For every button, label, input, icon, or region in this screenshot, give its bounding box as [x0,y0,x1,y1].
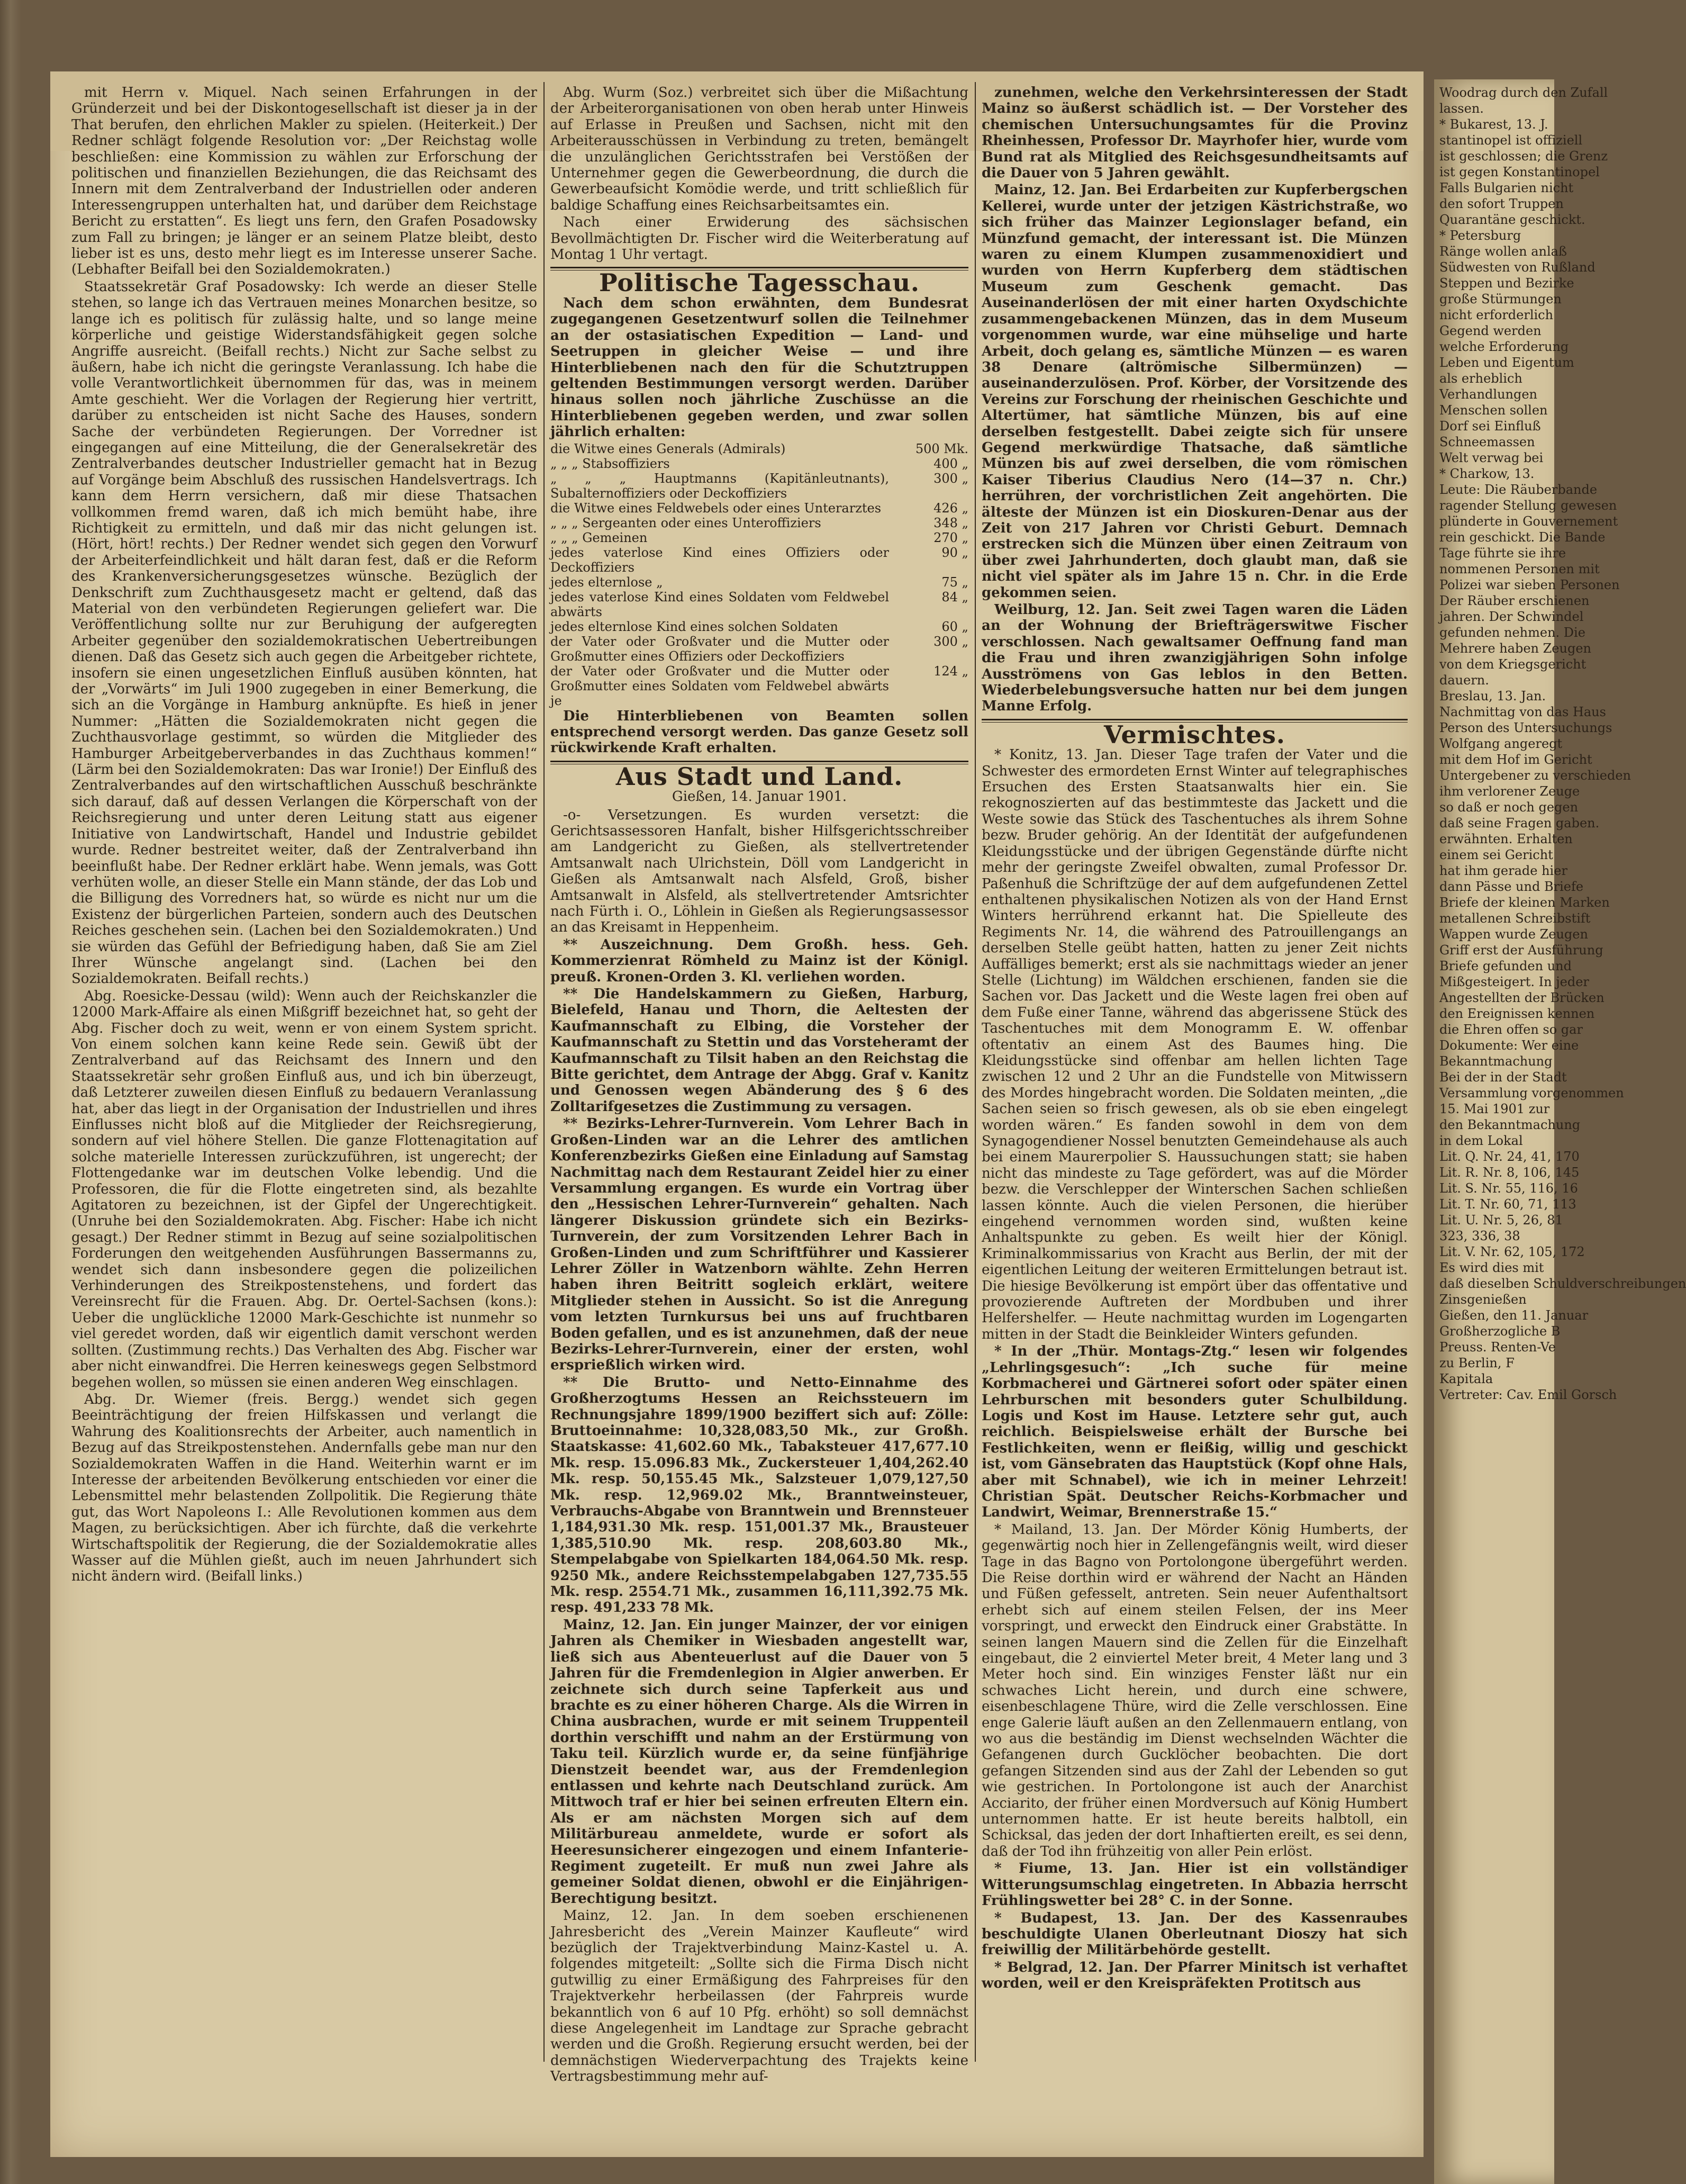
col4-line: Falls Bulgarien nicht [1439,181,1574,195]
col4-line: Großherzogliche B [1439,1324,1561,1339]
col4-line: 323, 336, 38 [1439,1229,1520,1243]
list-item: „ „ „ Gemeinen 270 „ [550,530,968,545]
col4-line: große Stürmungen [1439,292,1562,306]
list-item: „ „ „ Hauptmanns (Kapitänleutnants), Subalternoffiziers oder Deckoffiziers 300 „ [550,471,968,501]
col4-line: ihm verlorener Zeuge [1439,784,1580,799]
list-item: jedes vaterlose Kind eines Offiziers oder Deckoffiziers 90 „ [550,545,968,575]
list-item: jedes elternlose „ 75 „ [550,574,968,590]
col4-line: Lit. V. Nr. 62, 105, 172 [1439,1244,1585,1259]
col4-line: ragender Stellung gewesen [1439,498,1617,513]
col4-line: Mißgesteigert. In jeder [1439,974,1589,989]
vermischtes-paragraph: * Belgrad, 12. Jan. Der Pfarrer Minitsch ist verhaftet worden, weil er den Kreispräfekten Protitsch aus [982,1959,1408,1992]
col4-line: Dorf sei Einfluß [1439,419,1541,434]
col4-line: Dokumente: Wer eine [1439,1038,1579,1053]
col4-line: * Petersburg [1439,228,1521,243]
vertagt-paragraph: Nach einer Erwiderung des sächsischen Bevollmächtigten Dr. Fischer wird die Weiterberatung auf Montag 1 Uhr vertagt. [550,214,968,263]
col4-line: als erheblich [1439,371,1522,386]
vermischtes-paragraph: * Mailand, 13. Jan. Der Mörder König Humberts, der gegenwärtig noch hier in Zellengefängnis weilt, wird dieser Tage in das Bagno von Portolongone übergeführt werden. Die Reise dorthin wird er während der Nacht an Händen und Füßen gefesselt, antreten. Sein neuer Aufenthaltsort erhebt sich auf einem steilen Felsen, der ins Meer vorspringt, und erweckt den Eindruck einer Grabstätte. In seinen langen Mauern sind die Zellen für die Einzelhaft eingebaut, die 2 einviertel Meter breit, 4 Meter lang und 3 Meter hoch sind. Ein winziges Fenster läßt nur ein schwaches Licht herein, und durch eine schwere, eisenbeschlagene Thüre, wird die Zelle verschlossen. Eine enge Galerie läuft außen an den Zellenmauern entlang, von wo aus die beständig im Dienst wechselnden Wächter die Gefangenen durch Gucklöcher beobachten. Die dort gefangen Sitzenden sind aus der Zahl der Lebenden so gut wie gestrichen. In Portolongone ist auch der Anarchist Acciarito, der früher einen Mordversuch auf König Humbert unternommen hatte. Er ist heute bereits halbtoll, ein Schicksal, das jeden der dort Inhaftierten ereilt, es sei denn, daß der Tod ihn frühzeitig von aller Pein erlöst. [982,1521,1408,1860]
stadt-paragraph: -o- Versetzungen. Es wurden versetzt: die Gerichtsassessoren Hanfalt, bisher Hilfsgerichtsschreiber am Landgericht zu Gießen, als stellvertretender Amtsanwalt nach Ulrichstein, Döll vom Landgericht in Gießen als Amtsanwalt nach Alsfeld, Groß, bisher Amtsanwalt in Alsfeld, als stellvertretender Amtsrichter nach Fürth i. O., Löhlein in Gießen als Regierungsassessor an das Kreisamt in Heppenheim. [550,807,968,936]
col4-line: Gießen, den 11. Januar [1439,1308,1589,1323]
col4-line: Gegend werden [1439,323,1542,338]
col4-line: Quarantäne geschickt. [1439,212,1585,227]
tagesschau-paragraph: Nach dem schon erwähnten, dem Bundesrat zugegangenen Gesetzentwurf sollen die Teilnehmer an der ostasiatischen Expedition — Land- und Seetruppen in gleicher Weise — und ihre Hinterbliebenen nach den für die Schutztruppen geltenden Bestimmungen versorgt werden. Darüber hinaus sollen noch jährliche Zuschüsse an die Hinterbliebenen gegeben werden, und zwar sollen jährlich erhalten: [550,295,968,440]
col4-line: Ränge wollen anlaß [1439,244,1567,259]
col4-line: Bei der in der Stadt [1439,1070,1567,1085]
vermischtes-paragraph: * Konitz, 13. Jan. Dieser Tage trafen der Vater und die Schwester des ermordeten Ernst Winter auf telegraphisches Ersuchen des Ersten Staatsanwalts hier ein. Sie rekognoszierten auf das bestimmteste das Jackett und die Weste sowie das Stück des Taschentuches als ihrem Sohne bezw. Bruder gehörig. An der Identität der aufgefundenen Kleidungsstücke und der übrigen Gegenstände dürfte nicht mehr der geringste Zweifel obwalten, zumal Professor Dr. Paßenhuß die Schriftzüge der auf dem aufgefundenen Zettel enthaltenen physikalischen Notizen als von der Hand Ernst Winters herrührend erkannt hat. Die Spielleute des Regiments Nr. 14, die während des Patrouillengangs an derselben Stelle geübt hatten, hatten zu jener Zeit nichts Auffälliges bemerkt; erst als sie nachmittags wieder an jener Stelle (Lichtung) im Wäldchen erschienen, fanden sie die Sachen vor. Das Jackett und die Weste lagen frei oben auf dem Fuße einer Tanne, während das abgerissene Stück des Taschentuches mit dem Monogramm E. W. offenbar oftentativ an einem Ast des Baumes hing. Die Kleidungsstücke sind offenbar am hellen lichten Tage zwischen 12 und 2 Uhr an die Fundstelle von Mitwissern des Mordes hingebracht worden. Die Soldaten meinten, „die Sachen seien so frisch gewesen, als ob sie eben eingelegt worden wären.“ Es fanden sowohl in dem von dem Synagogendiener Nossel benutzten Gemeindehause als auch bei einem Maurerpolier S. Haussuchungen statt; sie haben nicht das mindeste zu Tage gefördert, was auf die Mörder bezw. die Verschlepper der Winterschen Sachen schließen lassen könnte. Auch die vielen Personen, die hierüber eingehend vernommen worden sind, wußten keine Anhaltspunkte zu geben. Es weilt hier der Königl. Kriminalkommissarius von Kracht aus Berlin, der mit der eigentlichen Leitung der weiteren Ermittelungen betraut ist. Die hiesige Bevölkerung ist empört über das offentative und provozierende Auftreten der Mordbuben und ihrer Helfershelfer. — Heute nachmittag wurden im Logengarten mitten in der Stadt die Beinkleider Winters gefunden. [982,747,1408,1342]
col4-line: den Bekanntmachung [1439,1117,1581,1132]
column-1 [71,85,537,1586]
list-item: der Vater oder Großvater und die Mutter oder Großmutter eines Offiziers oder Deckoffiziers 300 „ [550,634,968,664]
list-item: „ „ „ Stabsoffiziers 400 „ [550,456,968,471]
col4-line: Briefe der kleinen Marken [1439,895,1610,910]
col4-line: Griff erst der Ausführung [1439,943,1603,958]
col4-line: plünderte in Gouvernement [1439,514,1618,529]
col4-line: den Ereignissen kennen [1439,1006,1595,1021]
col4-line: Lit. Q. Nr. 24, 41, 170 [1439,1149,1580,1164]
col4-line: daß seine Fragen gaben. [1439,816,1600,831]
col4-line: Lit. T. Nr. 60, 71, 113 [1439,1197,1576,1212]
vermischtes-paragraph: * In der „Thür. Montags-Ztg.“ lesen wir folgendes „Lehrlingsgesuch“: „Ich suche für meine Korbmacherei und Gärtnerei sofort oder später einen Lehrburschen mit besonders guter Schulbildung. Logis und Kost im Hause. Letztere sehr gut, auch reichlich. Beispielsweise erhält der Bursche bei Festlichkeiten, wenn er fleißig, willig und geschickt ist, vom Gänsebraten das Hauptstück (Kopf ohne Hals, aber mit Schnabel), wie ich in meiner Lehrzeit! Christian Spät. Deutscher Reichs-Korbmacher und Landwirt, Weimar, Brennerstraße 15.“ [982,1343,1408,1521]
col4-line: dauern. [1439,673,1489,688]
col4-line: Briefe gefunden und [1439,959,1572,973]
section-heading-vermischtes: Vermischtes. [1104,720,1285,749]
vermischtes-paragraph: * Fiume, 13. Jan. Hier ist ein vollständiger Witterungsumschlag eingetreten. In Abbazia herrscht Frühlingswetter bei 28° C. in der Sonne. [982,1861,1408,1909]
col4-line: einem sei Gericht [1439,847,1553,862]
col4-line: Tage führte sie ihre [1439,546,1566,561]
col4-line: Breslau, 13. Jan. [1439,689,1546,703]
col4-line: Zinsgenießen [1439,1292,1527,1307]
list-item: die Witwe eines Generals (Admirals) 500 Mk. [550,441,968,456]
col4-line: Mehrere haben Zeugen [1439,641,1591,656]
col4-line: so daß er noch gegen [1439,800,1579,815]
col4-line: Polizei war sieben Personen [1439,577,1620,592]
col4-line: rein geschickt. Die Bande [1439,530,1606,545]
col4-line: Woodrag durch den Zufall [1439,85,1608,100]
tagesschau-paragraph-2: Die Hinterbliebenen von Beamten sollen entsprechend versorgt werden. Das ganze Gesetz soll rückwirkende Kraft erhalten. [550,708,968,756]
col4-line: Lit. U. Nr. 5, 26, 81 [1439,1213,1563,1228]
col4-line: nommenen Personen mit [1439,562,1600,576]
stadt-paragraph: Mainz, 12. Jan. Ein junger Mainzer, der vor einigen Jahren als Chemiker in Wiesbaden angestellt war, ließ sich aus Abenteuerlust auf die Dauer von 5 Jahren für die Fremdenlegion in Algier anwerben. Er zeichnete sich durch seine Tapferkeit aus und brachte es zu einer höheren Charge. Als die Wirren in China ausbrachen, wurde er mit seinem Truppenteil dorthin verschifft und nahm an der Erstürmung von Taku teil. Kürzlich wurde er, da seine fünfjährige Dienstzeit beendet war, aus der Fremdenlegion entlassen und kehrte nach Deutschland zurück. Am Mittwoch traf er hier bei seinen erfreuten Eltern ein. Als er am nächsten Morgen sich auf dem Militärbureau anmeldete, wurde er sofort als Heeresunsicherer eingezogen und einem Infanterie-Regiment zugeteilt. Er muß nun zwei Jahre als gemeiner Soldat dienen, obwohl er die Einjährigen-Berechtigung besitzt. [550,1617,968,1907]
list-item: jedes elternlose Kind eines solchen Soldaten 60 „ [550,619,968,634]
col4-line: die Ehren offen so gar [1439,1022,1583,1037]
col4-line: Lit. R. Nr. 8, 106, 145 [1439,1165,1580,1180]
col4-line: Menschen sollen [1439,403,1548,418]
col4-line: metallenen Schreibstift [1439,911,1591,926]
col1-paragraph: Staatssekretär Graf Posadowsky: Ich werde an dieser Stelle stehen, so lange ich das Vertrauen meines Monarchen besitze, so lange ich es politisch für zulässig halte, und so lange meine körperliche und geistige Widerstandsfähigkeit gegen solche Angriffe ausreicht. (Beifall rechts.) Nicht zur Sache selbst zu äußern, habe ich nicht die geringste Veranlassung. Ich habe die volle Verantwortlichkeit übernommen für das, was in meinem Amte geschieht. Wer die Vorlagen der Regierung hier vertritt, darüber zu entscheiden ist nicht Sache des Hauses, sondern Sache der verbündeten Regierungen. Der Vorredner ist eingegangen auf eine Mitteilung, die der Generalsekretär des Zentralverbandes deutscher Industrieller gemacht hat in Bezug auf Vorgänge beim Abschluß des russischen Handelsvertrags. Ich kann dem Herrn versichern, daß mir diese Thatsachen vollkommen fremd waren, daß ich mich bemüht habe, ihre Richtigkeit zu ermitteln, und daß mir das nicht gelungen ist. (Hört, hört! rechts.) Der Redner wendet sich gegen den Vorwurf der Arbeiterfeindlichkeit und hält daran fest, daß er die Reform des Krankenversicherungsgesetzes wünsche. Bezüglich der Denkschrift zum Zuchthausgesetz macht er geltend, daß das Material von den verbündeten Regierungen geliefert war. Die Veröffentlichung sollte nur zur Beruhigung der aufgeregten Arbeiter gegenüber den sozialdemokratischen Uebertreibungen dienen. Daß das Gesetz sich auch gegen die Arbeitgeber richtete, insofern sie einen ungesetzlichen Einfluß ausüben könnten, hat der „Vorwärts“ im Juli 1900 zugegeben in einer Bemerkung, die sich an die Vorgänge in Hamburg anknüpfte. Es hieß in jener Nummer: „Hätten die Sozialdemokraten nicht gegen die Zuchthausvorlage gestimmt, so würden die Mitglieder des Hamburger Arbeitgeberverbandes in das Zuchthaus kommen!“ (Lärm bei den Sozialdemokraten: Das war Ironie!) Der Einfluß des Zentralverbandes auf den wirtschaftlichen Ausschuß beschränkte sich darauf, daß auf dessen Verlangen die Körperschaft von der Reichsregierung und unter deren Leitung statt aus eigener Initiative von Landwirtschaft, Handel und Industrie gebildet wurde. Redner bestreitet weiter, daß der Zentralverband ihn beeinflußt habe. Der Redner erklärt habe. Wenn jemals, was Gott verhüten wolle, an dieser Stelle ein Mann stände, der das Lob und die Billigung des Vorredners hat, so würde es nicht nur um die Existenz der bürgerlichen Parteien, sondern auch des Deutschen Reiches geschehen sein. (Lachen bei den Sozialdemokraten.) Und sie würden das Gefühl der Befriedigung haben, daß Sie am Ziel Ihrer Wünsche angelangt sind. (Lachen bei den Sozialdemokraten. Beifall rechts.) [71,278,537,987]
col4-line: Person des Untersuchungs [1439,720,1612,735]
col4-line: Bekanntmachung [1439,1054,1553,1069]
col4-line: Vertreter: Cav. Emil Gorsch [1439,1387,1617,1402]
stadt-paragraph: Mainz, 12. Jan. In dem soeben erschienenen Jahresbericht des „Verein Mainzer Kaufleute“ wird bezüglich der Trajektverbindung Mainz-Kastel u. A. folgendes mitgeteilt: „Sollte sich die Firma Disch nicht gutwillig zu einer Ermäßigung des Fahrpreises für den Trajektverkehr herbeilassen (der Fahrpreis wurde bekanntlich von 6 auf 10 Pfg. erhöht) so soll demnächst diese Angelegenheit im Landtage zur Sprache gebracht werden und die Großh. Regierung ersucht werden, bei der demnächstigen Wiederverpachtung des Trajekts keine Vertragsbestimmung mehr auf- [550,1908,968,2085]
col3-paragraph: zunehmen, welche den Verkehrsinteressen der Stadt Mainz so äußerst schädlich ist. — Der Vorsteher des chemischen Untersuchungsamtes für die Provinz Rheinhessen, Professor Dr. Mayrhofer hier, wurde vom Bund rat als Mitglied des Reichsgesundheitsamts auf die Dauer von 5 Jahren gewählt. [982,85,1408,182]
col4-line: Steppen und Bezirke [1439,276,1574,291]
col4-line: gefunden nehmen. Die [1439,625,1585,640]
col3-paragraph: Mainz, 12. Jan. Bei Erdarbeiten zur Kupferbergschen Kellerei, wurde unter der jetzigen Kästrichstraße, wo sich früher das Mainzer Legionslager befand, ein Münzfund gemacht, der interessant ist. Die Münzen waren zu einem Klumpen zusammenoxidiert und wurden von Herrn Kupferberg dem städtischen Museum zum Geschenk gemacht. Das Auseinanderlösen der mit einer harten Oxydschichte zusammengebackenen Münzen, das in dem Museum vorgenommen wurde, war eine mühselige und harte Arbeit, doch gelang es, sämtliche Münzen — es waren 38 Denare (altrömische Silbermünzen) — auseinanderzulösen. Prof. Körber, der Vorsitzende des Vereins zur Forschung der rheinischen Geschichte und Altertümer, hat sämtliche Münzen, bis auf eine derselben festgestellt. Dabei zeigte sich für unsere Gegend merkwürdige Thatsache, daß sämtliche Münzen bis auf zwei derselben, die vom römischen Kaiser Tiberius Claudius Nero (14—37 n. Chr.) herrühren, der vorchristlichen Zeit angehörten. Die älteste der Münzen ist ein Dioskuren-Denar aus der Zeit von 217 Jahren vor Christi Geburt. Demnach erstrecken sich die Münzen über einen Zeitraum von über zwei Jahrhunderten, doch glaubt man, daß sie nicht viel später als im Jahre 15 n. Chr. in die Erde gekommen seien. [982,182,1408,601]
list-item: der Vater oder Großvater und die Mutter oder Großmutter eines Soldaten vom Feldwebel abwärts je 124 „ [550,663,968,708]
col4-line: Der Räuber erschienen [1439,593,1590,608]
stadt-paragraph: ** Bezirks-Lehrer-Turnverein. Vom Lehrer Bach in Großen-Linden war an die Lehrer des amtlichen Konferenzbezirks Gießen eine Einladung auf Samstag Nachmittag nach dem Restaurant Zeidel hier zu einer Versammlung ergangen. Es wurde ein Vortrag über den „Hessischen Lehrer-Turnverein“ gehalten. Nach längerer Diskussion gründete sich ein Bezirks-Turnverein, der zum Vorsitzenden Lehrer Bach in Großen-Linden und zum Schriftführer und Kassierer Lehrer Zöller in Watzenborn wählte. Zehn Herren haben ihren Beitritt sogleich erklärt, weitere Mitglieder stehen in Aussicht. So ist die Anregung vom letzten Turnkursus bei uns auf fruchtbaren Boden gefallen, und es ist anzunehmen, daß der neue Bezirks-Lehrer-Turnverein, einer der ersten, wohl ersprießlich wirken wird. [550,1116,968,1374]
col4-line: Wolfgang angeregt [1439,736,1563,751]
col4-line: von dem Kriegsgericht [1439,657,1587,672]
column-rule-1 [543,82,545,2062]
col4-line: Preuss. Renten-Ve [1439,1340,1556,1355]
col4-line: Untergebener zu verschieden [1439,768,1631,783]
vermischtes-paragraph: * Budapest, 13. Jan. Der des Kassenraubes beschuldigte Ulanen Oberleutnant Dioszy hat sich freiwillig der Militärbehörde gestellt. [982,1910,1408,1959]
section-heading-stadt-und-land: Aus Stadt und Land. [615,762,903,791]
list-item: jedes vaterlose Kind eines Soldaten vom Feldwebel abwärts 84 „ [550,589,968,619]
col4-line: lassen. [1439,101,1484,116]
col4-line: stantinopel ist offiziell [1439,133,1583,148]
col4-line: ist gegen Konstantinopel [1439,165,1600,179]
col4-line: Wappen wurde Zeugen [1439,927,1588,942]
col4-line: Leben und Eigentum [1439,355,1574,370]
col4-line: * Bukarest, 13. J. [1439,117,1548,132]
column-3 [982,85,1408,1993]
list-item: die Witwe eines Feldwebels oder eines Unterarztes 426 „ [550,500,968,516]
col4-line: ist geschlossen; die Grenz [1439,149,1608,164]
col4-line: Verhandlungen [1439,387,1538,402]
col4-line: dann Pässe und Briefe [1439,879,1584,894]
stadt-paragraph: ** Die Brutto- und Netto-Einnahme des Großherzogtums Hessen an Reichssteuern im Rechnungsjahre 1899/1900 beziffert sich auf: Zölle: Bruttoeinnahme: 10,328,083,50 Mk., zur Großh. Staatskasse: 41,602.60 Mk., Tabaksteuer 417,677.10 Mk. resp. 15.096.83 Mk., Zuckersteuer 1,404,262.40 Mk. resp. 50,155.45 Mk., Salzsteuer 1,079,127,50 Mk. resp. 12,969.02 Mk., Branntweinsteuer, Verbrauchs-Abgabe von Branntwein und Brennsteuer 1,184,931.30 Mk. resp. 151,001.37 Mk., Brausteuer 1,385,510.90 Mk. resp. 208,603.80 Mk., Stempelabgabe von Spielkarten 184,064.50 Mk. resp. 9250 Mk., andere Reichsstempelabgaben 127,735.55 Mk. resp. 2554.71 Mk., zusammen 16,111,392.75 Mk. resp. 491,233 78 Mk. [550,1374,968,1616]
col4-line: Welt verwag bei [1439,450,1544,465]
col4-line: zu Berlin, F [1439,1356,1515,1370]
col4-line: Leute: Die Räuberbande [1439,482,1598,497]
col1-paragraph: Abg. Dr. Wiemer (freis. Bergg.) wendet sich gegen Beeinträchtigung der freien Hilfskassen und verlangt die Wahrung des Koalitionsrechts der Arbeiter, auch namentlich in Bezug auf das Streikpostenstehen. Andernfalls gebe man nur den Sozialdemokraten Waffen in die Hand. Weiterhin warnt er im Interesse der arbeitenden Bevölkerung entschieden vor einer die Lebensmittel mehr belastenden Zollpolitik. Die Regierung thäte gut, das Wort Napoleons I.: Alle Revolutionen kommen aus dem Magen, zu berücksichtigen. Aber ich fürchte, daß die verkehrte Wirtschaftspolitik der Regierung, die der Sozialdemokratie alles Wasser auf die Mühlen gießt, auch im neuen Jahrhundert sich nicht ändern wird. (Beifall links.) [71,1391,537,1585]
col4-line: welche Erforderung [1439,339,1569,354]
column-rule-2 [975,82,976,2062]
stadt-paragraph: ** Die Handelskammern zu Gießen, Harburg, Bielefeld, Hanau und Thorn, die Aeltesten der Kaufmannschaft zu Elbing, die Vorsteher der Kaufmannschaft zu Stettin und das Vorsteheramt der Kaufmannschaft zu Tilsit haben an den Reichstag die Bitte gerichtet, dem Antrage der Abgg. Graf v. Kanitz und Genossen wegen Abänderung des § 6 des Zolltarifgesetzes die Zustimmung zu versagen. [550,986,968,1115]
col4-line: daß dieselben Schuldverschreibungen [1439,1276,1686,1291]
col4-line: erwähnten. Erhalten [1439,832,1573,846]
col4-line: Lit. S. Nr. 55, 116, 16 [1439,1181,1578,1196]
col4-line: 15. Mai 1901 zur [1439,1102,1550,1116]
col4-line: hat ihm gerade hier [1439,863,1567,878]
col4-line: Es wird dies mit [1439,1260,1544,1275]
col4-line: * Charkow, 13. [1439,466,1535,481]
col4-line: Schneemassen [1439,435,1535,449]
col4-line: den sofort Truppen [1439,196,1564,211]
wurm-paragraph: Abg. Wurm (Soz.) verbreitet sich über die Mißachtung der Arbeiterorganisationen von oben herab unter Hinweis auf Erlasse in Preußen und Sachsen, nicht mit den Arbeiterausschüssen in Verbindung zu treten, bemängelt die unzulänglichen Gerichtsstrafen bei Verstößen der Unternehmer gegen die Gewerbeordnung, die durch die Gewerbeaufsicht Komödie werde, und tritt schließlich für baldige Schaffung eines Reichsarbeitsamtes ein. [550,85,968,213]
col1-paragraph: mit Herrn v. Miquel. Nach seinen Erfahrungen in der Gründerzeit und bei der Diskontogesellschaft ist dieser ja in der That berufen, den ehrlichen Makler zu spielen. (Heiterkeit.) Der Redner schlägt folgende Resolution vor: „Der Reichstag wolle beschließen: eine Kommission zu wählen zur Erforschung der politischen und finanziellen Beziehungen, die das Reichsamt des Innern mit dem Zentralverband der Industriellen oder anderen Interessengruppen unterhalten hat, und darüber dem Reichstage Bericht zu erstatten“. Es liegt uns fern, den Grafen Posadowsky zum Fall zu bringen; je länger er an seinem Platze bleibt, desto lieber ist es uns, desto mehr liegt es im Interesse unserer Sache. (Lebhafter Beifall bei den Sozialdemokraten.) [71,85,537,278]
column-4-partial [1439,85,1686,1403]
col4-line: jahren. Der Schwindel [1439,609,1584,624]
dateline: Gießen, 14. Januar 1901. [672,789,847,805]
col4-line: mit dem Hof im Gericht [1439,752,1592,767]
stadt-paragraph: ** Auszeichnung. Dem Großh. hess. Geh. Kommerzienrat Römheld zu Mainz ist der Königl. preuß. Kronen-Orden 3. Kl. verliehen worden. [550,936,968,985]
column-2 [550,85,968,2086]
col3-paragraph: Weilburg, 12. Jan. Seit zwei Tagen waren die Läden an der Wohnung der Briefträgerswitwe Fischer verschlossen. Nach gewaltsamer Oeffnung fand man die Frau und ihren zwanzigjährigen Sohn infolge Ausströmens von Gas leblos in den Betten. Wiederbelebungsversuche hatten nur bei dem jungen Manne Erfolg. [982,602,1408,715]
col4-line: Versammlung vorgenommen [1439,1086,1624,1100]
pension-list [550,441,968,708]
section-heading-tagesschau: Politische Tagesschau. [599,268,920,297]
col4-line: Nachmittag von das Haus [1439,705,1606,719]
col4-line: Südwesten von Rußland [1439,260,1596,275]
col4-line: nicht erforderlich [1439,308,1554,322]
col4-line: Angestellten der Brücken [1439,990,1605,1005]
col4-line: in dem Lokal [1439,1133,1523,1148]
list-item: „ „ „ Sergeanten oder eines Unteroffiziers 348 „ [550,515,968,530]
col1-paragraph: Abg. Roesicke-Dessau (wild): Wenn auch der Reichskanzler die 12000 Mark-Affaire als einen Mißgriff bezeichnet hat, so geht der Abg. Fischer doch zu weit, wenn er von einem System spricht. Von einem solchen kann keine Rede sein. Gewiß übt der Zentralverband auf das Reichsamt des Innern und den Staatssekretär sehr großen Einfluß aus, und ich bin überzeugt, daß Letzterer zuweilen diesen Einfluß zu bedauern Veranlassung hat, aber das liegt in der Organisation der Industriellen und ihres Einflusses nicht bloß auf die Mitglieder der Reichsregierung, sondern auf viel höhere Stellen. Die ganze Flottenagitation auf solche materielle Interessen zurückzuführen, ist ungerecht; der Flottengedanke war im deutschen Volke lebendig. Und die Professoren, die für die Flotte eingetreten sind, als bezahlte Agitatoren zu bezeichnen, ist der Gipfel der Ungerechtigkeit. (Unruhe bei den Sozialdemokraten. Abg. Fischer: Habe ich nicht gesagt.) Der Redner stimmt in Bezug auf seine sozialpolitischen Forderungen den weitgehenden Ausführungen Bassermanns zu, wendet sich dann insbesondere gegen die polizeilichen Verhinderungen des Streikpostenstehens, und fordert das Vereinsrecht für die Frauen. Abg. Dr. Oertel-Sachsen (kons.): Ueber die unglückliche 12000 Mark-Geschichte ist nunmehr so viel geredet worden, daß wir eigentlich damit verschont werden sollten. (Zustimmung rechts.) Das Verhalten des Abg. Fischer war aber nicht einwandfrei. Die Herren keineswegs gegen Selbstmord begehen wollen, so müssen sie einen anderen Weg einschlagen. [71,988,537,1391]
col4-line: Kapitala [1439,1371,1493,1386]
